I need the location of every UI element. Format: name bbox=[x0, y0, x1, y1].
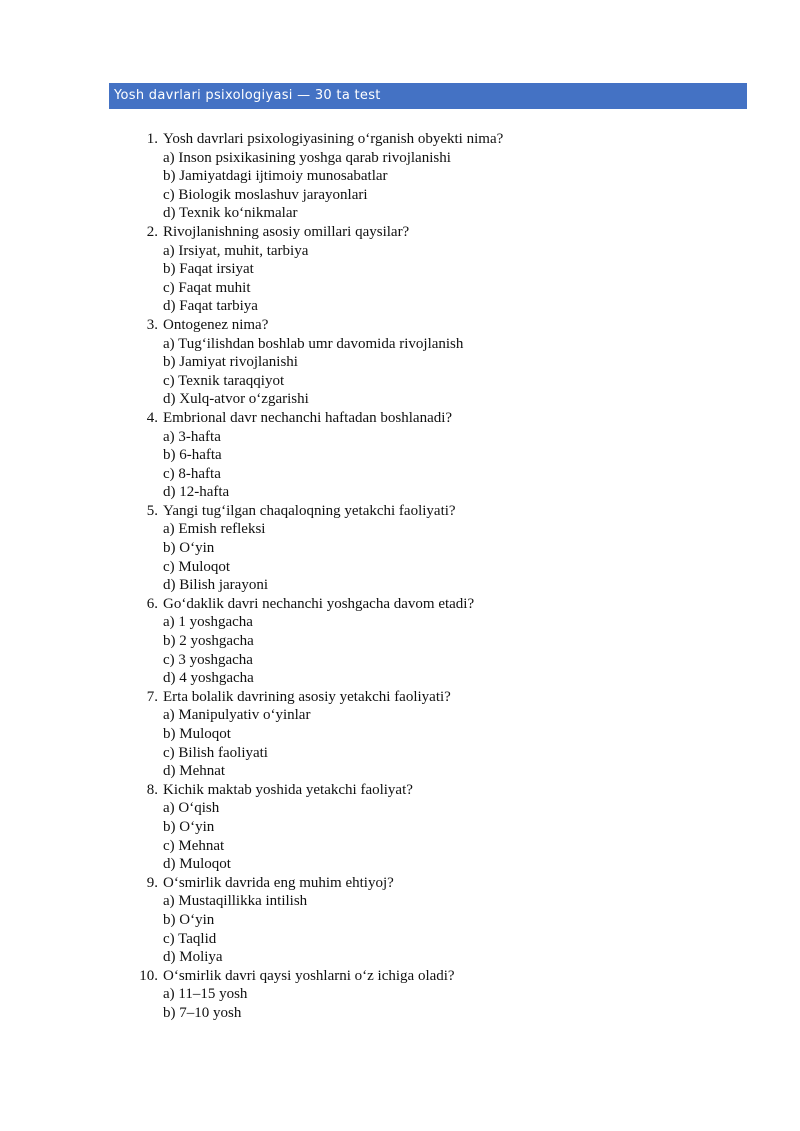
answer-option: a) Emish refleksi bbox=[163, 521, 266, 538]
answer-option: b) O‘yin bbox=[163, 540, 215, 557]
answer-option: c) Texnik taraqqiyot bbox=[163, 372, 285, 389]
answer-option: c) Biologik moslashuv jarayonlari bbox=[163, 186, 368, 203]
question-item bbox=[138, 967, 738, 1023]
answer-options bbox=[163, 242, 738, 316]
answer-options bbox=[163, 428, 738, 502]
document-title-banner: Yosh davrlari psixologiyasi — 30 ta test bbox=[109, 83, 747, 109]
answer-options bbox=[163, 520, 738, 594]
answer-option: b) Jamiyat rivojlanishi bbox=[163, 354, 298, 371]
question-number: 4. bbox=[146, 409, 158, 426]
question-text: O‘smirlik davrida eng muhim ehtiyoj? bbox=[163, 874, 394, 891]
answer-option: d) 12-hafta bbox=[163, 484, 230, 501]
question-text: Yosh davrlari psixologiyasining o‘rganish obyekti nima? bbox=[163, 131, 504, 147]
answer-option: d) Muloqot bbox=[163, 856, 231, 873]
question-text: Rivojlanishning asosiy omillari qaysilar? bbox=[163, 223, 410, 240]
answer-option: a) Tug‘ilishdan boshlab umr davomida rivojlanish bbox=[163, 335, 464, 352]
answer-options bbox=[163, 892, 738, 966]
question-text: Embrional davr nechanchi haftadan boshlanadi? bbox=[163, 409, 453, 426]
answer-options bbox=[163, 985, 738, 1022]
question-number: 10. bbox=[139, 967, 158, 984]
answer-option: b) 6-hafta bbox=[163, 447, 222, 464]
answer-option: c) Bilish faoliyati bbox=[163, 744, 268, 761]
answer-option: d) Xulq-atvor o‘zgarishi bbox=[163, 391, 309, 408]
answer-option: a) O‘qish bbox=[163, 800, 220, 817]
answer-options bbox=[163, 706, 738, 780]
answer-option: b) O‘yin bbox=[163, 818, 215, 835]
question-item bbox=[138, 874, 738, 967]
answer-option: c) Faqat muhit bbox=[163, 279, 251, 296]
question-item bbox=[138, 223, 738, 316]
question-text: Ontogenez nima? bbox=[163, 316, 269, 333]
question-number: 5. bbox=[146, 502, 158, 519]
answer-option: a) Mustaqillikka intilish bbox=[163, 893, 308, 910]
question-number: 2. bbox=[146, 223, 158, 240]
answer-options bbox=[163, 613, 738, 687]
question-text: Erta bolalik davrining asosiy yetakchi faoliyati? bbox=[163, 688, 451, 705]
answer-option: a) 11–15 yosh bbox=[163, 986, 248, 1003]
answer-options bbox=[163, 335, 738, 409]
question-text: O‘smirlik davri qaysi yoshlarni o‘z ichiga oladi? bbox=[163, 967, 455, 984]
question-number: 9. bbox=[146, 874, 158, 891]
answer-option: a) Inson psixikasining yoshga qarab rivojlanishi bbox=[163, 149, 451, 166]
answer-option: b) Jamiyatdagi ijtimoiy munosabatlar bbox=[163, 168, 388, 185]
answer-option: b) Faqat irsiyat bbox=[163, 261, 254, 278]
question-item bbox=[138, 502, 738, 595]
question-item bbox=[138, 781, 738, 874]
answer-option: c) Muloqot bbox=[163, 558, 231, 575]
question-number: 7. bbox=[146, 688, 158, 705]
question-list bbox=[138, 130, 738, 1023]
answer-option: d) 4 yoshgacha bbox=[163, 670, 254, 687]
question-number: 6. bbox=[146, 595, 158, 612]
answer-option: b) O‘yin bbox=[163, 911, 215, 928]
answer-option: a) Manipulyativ o‘yinlar bbox=[163, 707, 311, 724]
answer-option: d) Texnik ko‘nikmalar bbox=[163, 205, 298, 222]
question-item bbox=[138, 595, 738, 688]
question-item bbox=[138, 409, 738, 502]
question-number: 3. bbox=[146, 316, 158, 333]
answer-options bbox=[163, 149, 738, 223]
question-item bbox=[138, 688, 738, 781]
answer-option: c) Mehnat bbox=[163, 837, 225, 854]
answer-option: c) Taqlid bbox=[163, 930, 217, 947]
answer-options bbox=[163, 799, 738, 873]
answer-option: c) 8-hafta bbox=[163, 465, 221, 482]
answer-option: c) 3 yoshgacha bbox=[163, 651, 253, 668]
answer-option: a) Irsiyat, muhit, tarbiya bbox=[163, 242, 309, 259]
answer-option: b) 7–10 yosh bbox=[163, 1004, 242, 1021]
answer-option: d) Bilish jarayoni bbox=[163, 577, 268, 594]
question-text: Yangi tug‘ilgan chaqaloqning yetakchi faoliyati? bbox=[163, 502, 456, 519]
answer-option: d) Faqat tarbiya bbox=[163, 298, 258, 315]
question-number: 1. bbox=[146, 131, 158, 147]
question-text: Kichik maktab yoshida yetakchi faoliyat? bbox=[163, 781, 413, 798]
answer-option: d) Mehnat bbox=[163, 763, 226, 780]
answer-option: b) Muloqot bbox=[163, 726, 231, 742]
question-text: Go‘daklik davri nechanchi yoshgacha davom etadi? bbox=[163, 595, 475, 612]
question-number: 8. bbox=[146, 781, 158, 798]
answer-option: d) Moliya bbox=[163, 949, 223, 966]
answer-option: b) 2 yoshgacha bbox=[163, 633, 254, 650]
answer-option: a) 3-hafta bbox=[163, 428, 221, 445]
question-item bbox=[138, 130, 738, 223]
question-item bbox=[138, 316, 738, 409]
answer-option: a) 1 yoshgacha bbox=[163, 614, 253, 631]
